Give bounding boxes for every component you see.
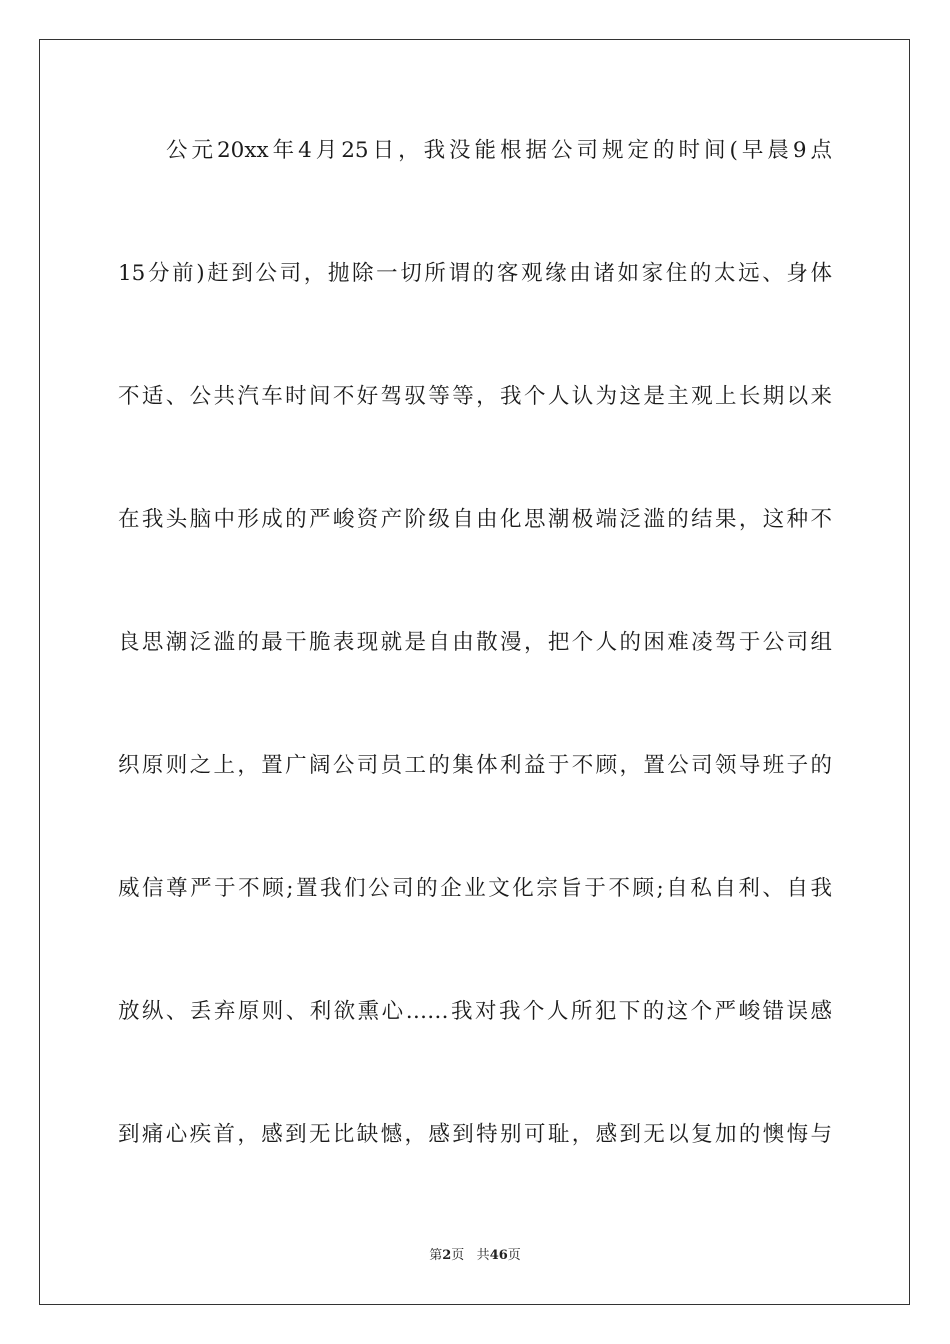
page-label-prefix: 第: [429, 1248, 443, 1263]
page-footer: [0, 1246, 950, 1266]
paragraph-line: 在我头脑中形成的严峻资产阶级自由化思潮极端泛滥的结果，这种不: [118, 507, 832, 532]
page-label-suffix: 页: [451, 1248, 465, 1263]
total-pages: 46: [489, 1248, 508, 1263]
paragraph-line: 公元20xx年4月25日，我没能根据公司规定的时间(早晨9点: [166, 138, 832, 163]
paragraph-line: 良思潮泛滥的最干脆表现就是自由散漫，把个人的困难凌驾于公司组: [118, 630, 832, 655]
paragraph-line: 威信尊严于不顾;置我们公司的企业文化宗旨于不顾;自私自利、自我: [118, 876, 832, 901]
paragraph-line: 不适、公共汽车时间不好驾驭等等，我个人认为这是主观上长期以来: [118, 384, 832, 409]
paragraph-line: 织原则之上，置广阔公司员工的集体利益于不顾，置公司领导班子的: [118, 753, 832, 778]
total-label-prefix: 共: [476, 1248, 490, 1263]
paragraph-line: 放纵、丢弃原则、利欲熏心……我对我个人所犯下的这个严峻错误感: [118, 999, 832, 1024]
page-number: 2: [442, 1248, 452, 1263]
total-label-suffix: 页: [507, 1248, 521, 1263]
paragraph-line: 15分前)赶到公司，抛除一切所谓的客观缘由诸如家住的太远、身体: [118, 261, 832, 286]
paragraph-line: 到痛心疾首，感到无比缺憾，感到特别可耻，感到无以复加的懊悔与: [118, 1122, 832, 1147]
